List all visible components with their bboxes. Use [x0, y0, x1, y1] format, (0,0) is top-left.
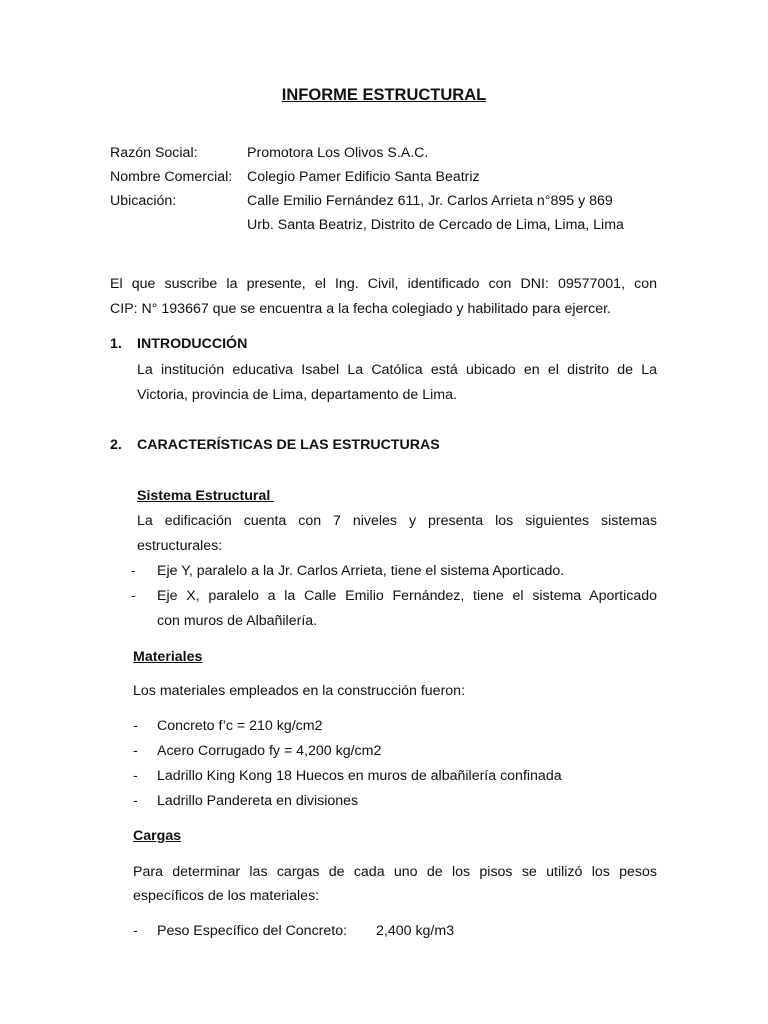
- ubicacion-line-1: Calle Emilio Fernández 611, Jr. Carlos Arrieta n°895 y 869: [247, 193, 613, 209]
- section-2-number: 2.: [110, 437, 122, 453]
- section-1-line-1: La institución educativa Isabel La Católica está ubicado en el distrito de La: [137, 362, 657, 378]
- material-item: Concreto f’c = 210 kg/cm2: [157, 718, 323, 734]
- bullet-dash: -: [133, 793, 138, 809]
- bullet-dash: -: [131, 588, 136, 604]
- section-1-number: 1.: [110, 336, 122, 352]
- bullet-dash: -: [131, 563, 136, 579]
- section-1-line-2: Victoria, provincia de Lima, departamento de Lima.: [137, 387, 457, 403]
- sistema-estructural-line-2: estructurales:: [137, 538, 223, 554]
- sistema-bullet-2-line-1: Eje X, paralelo a la Calle Emilio Fernández, tiene el sistema Aporticado: [157, 588, 657, 604]
- razon-social-value: Promotora Los Olivos S.A.C.: [247, 145, 429, 161]
- nombre-comercial-value: Colegio Pamer Edificio Santa Beatriz: [247, 169, 480, 185]
- bullet-dash: -: [133, 768, 138, 784]
- sistema-bullet-1-text: Eje Y, paralelo a la Jr. Carlos Arrieta, tiene el sistema Aporticado.: [157, 563, 565, 579]
- bullet-dash: -: [133, 743, 138, 759]
- sistema-estructural-line-1: La edificación cuenta con 7 niveles y presenta los siguientes sistemas: [137, 513, 657, 529]
- carga-item-value: 2,400 kg/m3: [376, 923, 455, 939]
- cargas-line-2: específicos de los materiales:: [133, 888, 320, 904]
- materiales-intro: Los materiales empleados en la construcción fueron:: [133, 683, 466, 699]
- material-item: Ladrillo Pandereta en divisiones: [157, 793, 359, 809]
- ubicacion-label: Ubicación:: [110, 193, 177, 209]
- razon-social-label: Razón Social:: [110, 145, 198, 161]
- materiales-heading: Materiales: [133, 649, 203, 665]
- bullet-dash: -: [133, 718, 138, 734]
- document-title: INFORME ESTRUCTURAL: [281, 86, 487, 104]
- material-item: Ladrillo King Kong 18 Huecos en muros de albañilería confinada: [157, 768, 562, 784]
- intro-paragraph-line-1: El que suscribe la presente, el Ing. Civil, identificado con DNI: 09577001, con: [110, 276, 657, 292]
- intro-paragraph-line-2: CIP: N° 193667 que se encuentra a la fecha colegiado y habilitado para ejercer.: [110, 301, 611, 317]
- section-1-heading: INTRODUCCIÓN: [137, 336, 248, 352]
- nombre-comercial-label: Nombre Comercial:: [110, 169, 233, 185]
- sistema-bullet-2-line-2: con muros de Albañilería.: [157, 613, 318, 629]
- material-item: Acero Corrugado fy = 4,200 kg/cm2: [157, 743, 382, 759]
- bullet-dash: -: [133, 923, 138, 939]
- cargas-line-1: Para determinar las cargas de cada uno de los pisos se utilizó los pesos: [133, 864, 657, 880]
- cargas-heading: Cargas: [133, 828, 182, 844]
- section-2-heading: CARACTERÍSTICAS DE LAS ESTRUCTURAS: [137, 437, 440, 453]
- sistema-estructural-heading: Sistema Estructural: [137, 488, 275, 504]
- carga-item-label: Peso Específico del Concreto:: [157, 923, 348, 939]
- ubicacion-line-2: Urb. Santa Beatriz, Distrito de Cercado de Lima, Lima, Lima: [247, 217, 624, 233]
